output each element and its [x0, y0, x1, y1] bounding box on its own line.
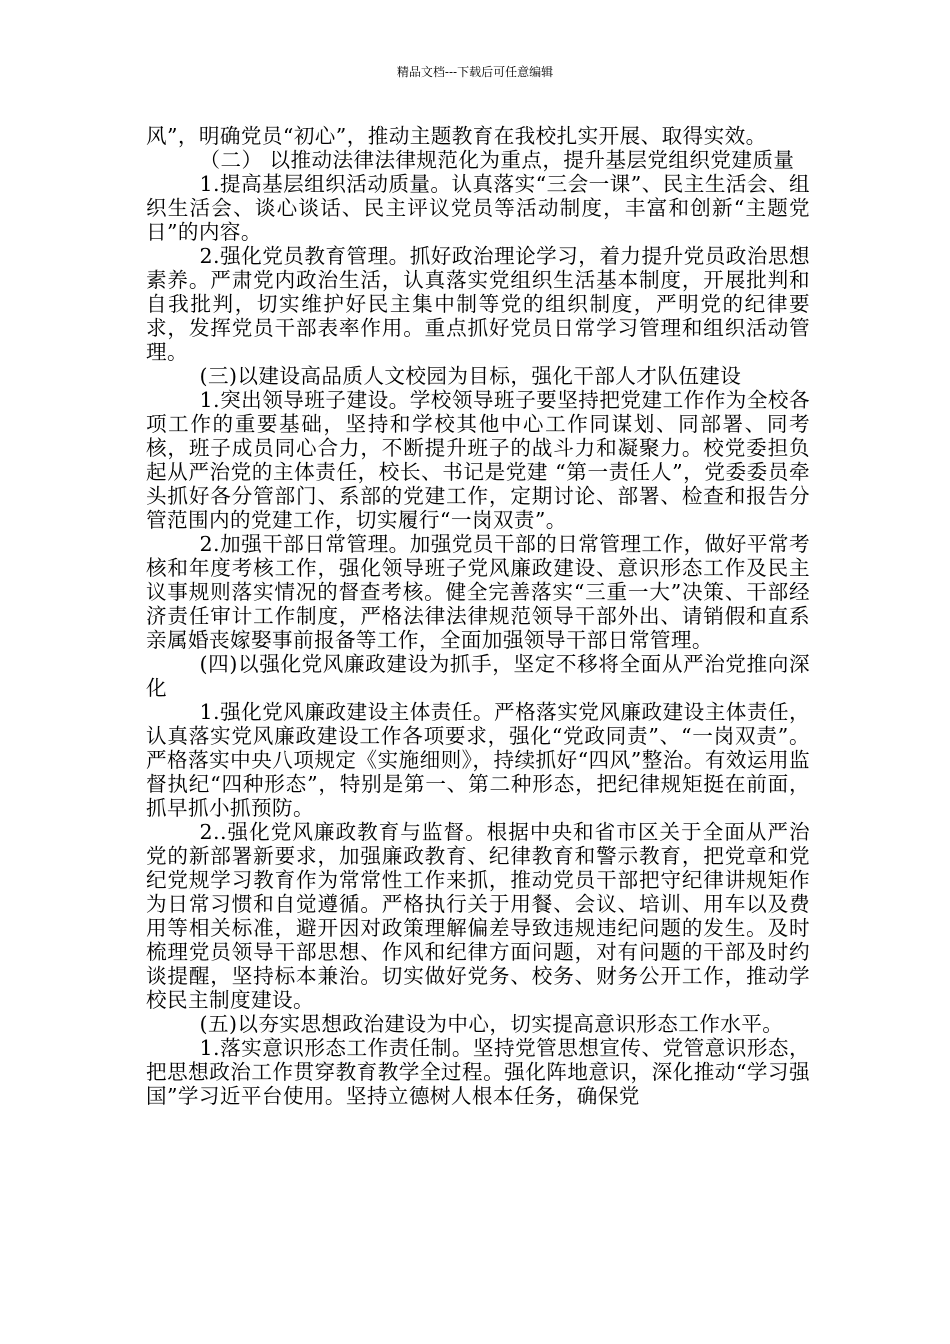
section-heading-5: (五)以夯实思想政治建设为中心，切实提高意识形态工作水平。 — [199, 1012, 784, 1036]
page-header: 精品文档---下载后可任意编辑 — [396, 65, 554, 79]
paragraph-4-1: 1.强化党风廉政建设主体责任。严格落实党风廉政建设主体责任，认真落实党风廉政建设工作各项要求，强化“党政同责”、“一岗双责”。严格落实中央八项规定《实施细则》，持续抓好“四风”整治。有效运用监督执纪“四种形态”，特别是第一、第二种形态，把纪律规矩挺在前面，抓早抓小抓预防。 — [146, 700, 810, 820]
paragraph-continuation: 风”，明确党员“初心”，推动主题教育在我校扎实开展、取得实效。 — [146, 124, 767, 148]
paragraph-2-2: 2.强化党员教育管理。抓好政治理论学习，着力提升党员政治思想素养。严肃党内政治生活，认真落实党组织生活基本制度，开展批判和自我批判，切实维护好民主集中制等党的组织制度，严明党的纪律要求，发挥党员干部表率作用。重点抓好党员日常学习管理和组织活动管理。 — [146, 244, 810, 364]
paragraph-3-1: 1.突出领导班子建设。学校领导班子要坚持把党建工作作为全校各项工作的重要基础，坚持和学校其他中心工作同谋划、同部署、同考核，班子成员同心合力，不断提升班子的战斗力和凝聚力。校党委担负起从严治党的主体责任，校长、书记是党建 “第一责任人”，党委委员牵头抓好各分管部门、系部的党建工作，定期讨论、部署、检查和报告分管范围内的党建工作，切实履行“一岗双责”。 — [146, 388, 810, 532]
section-heading-2: （二） 以推动法律法律规范化为重点，提升基层党组织党建质量 — [199, 148, 795, 172]
paragraph-4-2: 2..强化党风廉政教育与监督。根据中央和省市区关于全面从严治党的新部署新要求，加强廉政教育、纪律教育和警示教育，把党章和党纪党规学习教育作为常常性工作来抓，推动党员干部把守纪律讲规矩作为日常习惯和自觉遵循。严格执行关于用餐、会议、培训、用车以及费用等相关标准，避开因对政策理解偏差导致违规违纪问题的发生。及时梳理党员领导干部思想、作风和纪律方面问题，对有问题的干部及时约谈提醒，坚持标本兼治。切实做好党务、校务、财务公开工作，推动学校民主制度建设。 — [146, 820, 810, 1012]
paragraph-2-1: 1.提高基层组织活动质量。认真落实“三会一课”、民主生活会、组织生活会、谈心谈话、民主评议党员等活动制度，丰富和创新“主题党日”的内容。 — [146, 172, 810, 244]
paragraph-5-1: 1.落实意识形态工作责任制。坚持党管思想宣传、党管意识形态，把思想政治工作贯穿教育教学全过程。强化阵地意识，深化推动“学习强国”学习近平台使用。坚持立德树人根本任务，确保党 — [146, 1036, 810, 1108]
paragraph-3-2: 2.加强干部日常管理。加强党员干部的日常管理工作，做好平常考核和年度考核工作，强化领导班子党风廉政建设、意识形态工作及民主议事规则落实情况的督查考核。健全完善落实“三重一大”决策、干部经济责任审计工作制度，严格法律法律规范领导干部外出、请销假和直系亲属婚丧嫁娶事前报备等工作，全面加强领导干部日常管理。 — [146, 532, 810, 652]
section-heading-4: (四)以强化党风廉政建设为抓手，坚定不移将全面从严治党推向深化 — [146, 652, 810, 700]
document-body — [146, 124, 810, 1108]
section-heading-3: (三)以建设高品质人文校园为目标，强化干部人才队伍建设 — [199, 364, 742, 388]
